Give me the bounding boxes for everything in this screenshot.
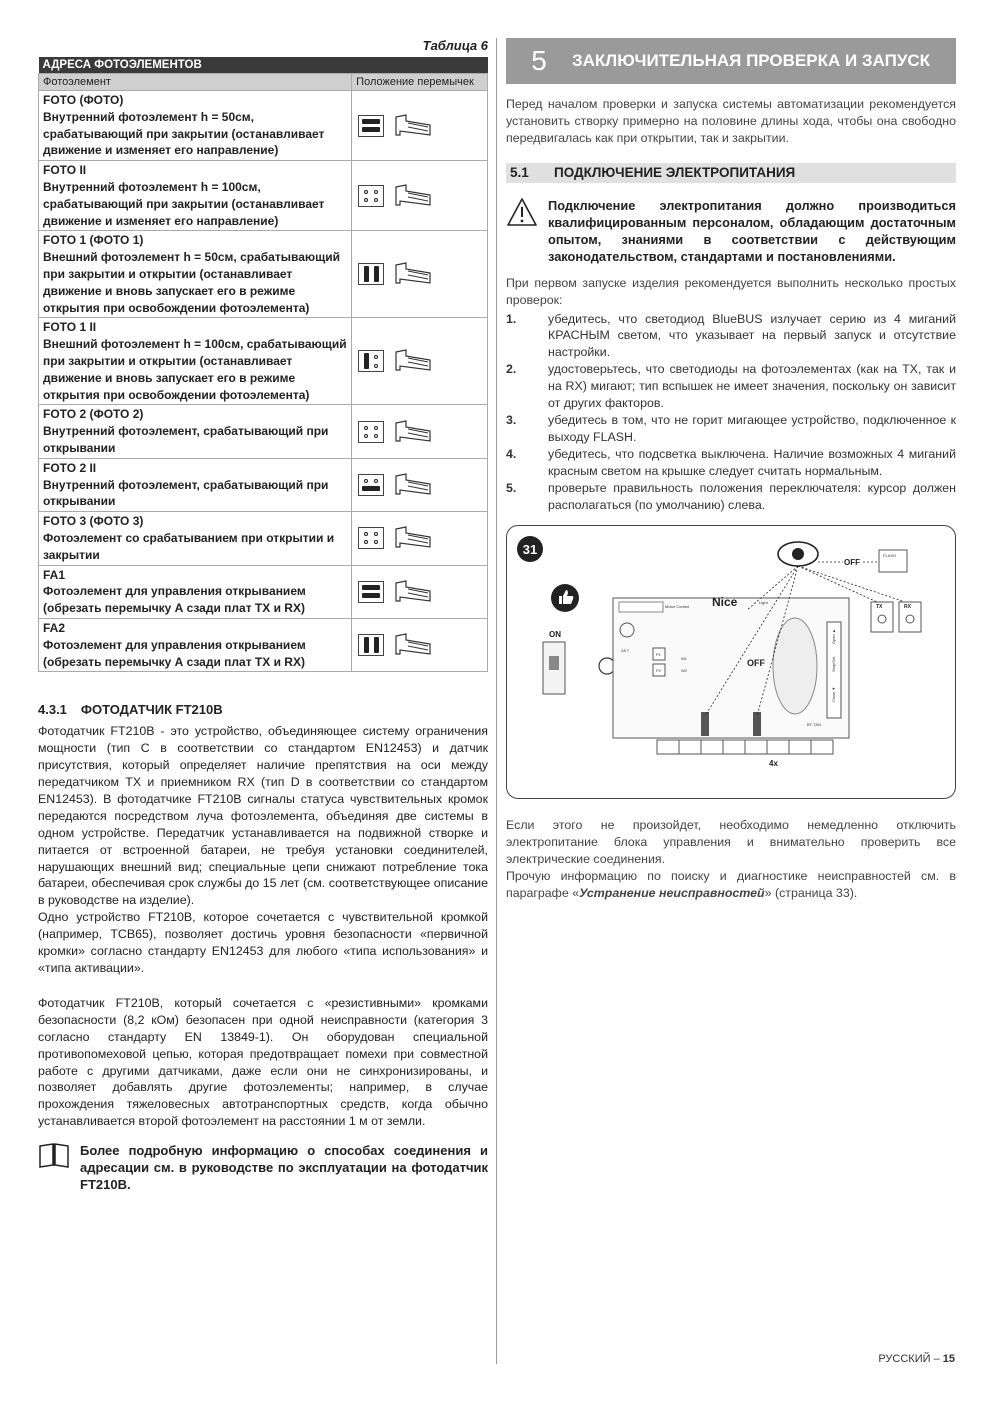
- warning-text: Подключение электропитания должно производиться квалифицированным персоналом, обладающим достаточным опытом, знаниями в соответствии с действующим законодательством, стандартами и постановлениями.: [548, 197, 956, 264]
- table-row: [39, 565, 488, 618]
- svg-text:BT-TAN: BT-TAN: [807, 722, 821, 728]
- svg-text:2A T: 2A T: [621, 648, 630, 654]
- table-body: [39, 91, 488, 672]
- photocell-name: FOTO 1 II: [43, 320, 97, 335]
- jumper-diagram: [358, 263, 384, 285]
- book-icon: [38, 1142, 70, 1193]
- section-title: ФОТОДАТЧИК FT210B: [80, 702, 223, 718]
- table-row: [39, 512, 488, 565]
- page-number: 15: [942, 1353, 955, 1365]
- jumper-diagram: [358, 474, 384, 496]
- photocell-name: FA1: [43, 567, 66, 582]
- step-text: проверьте правильность положения переключателя: курсор должен располагаться (по умолчанию) слева.: [548, 480, 956, 512]
- svg-text:Open ▲: Open ▲: [831, 629, 836, 645]
- photocell-description: Внутренний фотоэлемент h = 100см, срабатывающий при закрытии (останавливает движение и изменяет его направление): [43, 179, 325, 228]
- photocell-board-icon: [392, 523, 434, 553]
- photocell-description: Внешний фотоэлемент h = 100см, срабатывающий при закрытии и открытии (останавливает движение и вновь запускает его в режиме открытия при освобождении фотоэлемента): [43, 337, 347, 402]
- list-item: [506, 311, 956, 362]
- right-column: [506, 38, 956, 902]
- photocell-description: Внутренний фотоэлемент, срабатывающий при открывании: [43, 424, 329, 455]
- svg-text:Close ▼: Close ▼: [831, 687, 836, 703]
- left-column: [38, 38, 488, 1193]
- table-row: [39, 318, 488, 405]
- svg-text:TX: TX: [876, 604, 883, 611]
- table-row: [39, 91, 488, 161]
- off-label-board: OFF: [747, 658, 765, 669]
- photocell-name: FOTO II: [43, 163, 87, 178]
- terminal-block: [657, 740, 833, 754]
- step-number: 2.: [506, 362, 517, 377]
- list-item: [506, 480, 956, 514]
- control-board-illustration: [507, 526, 957, 800]
- photocell-name: FOTO 2 II: [43, 460, 97, 475]
- svg-text:Stop/Set: Stop/Set: [831, 657, 836, 673]
- svg-text:W2: W2: [681, 668, 687, 674]
- jumper-diagram: [358, 350, 384, 372]
- checks-lead: При первом запуске изделия рекомендуется выполнить несколько простых проверок:: [506, 275, 956, 307]
- table-row: [39, 618, 488, 671]
- svg-text:W1: W1: [681, 656, 687, 662]
- step-number: 3.: [506, 412, 517, 427]
- troubleshooting-reference: Устранение неисправностей: [579, 886, 765, 901]
- photocell-board-icon: [392, 259, 434, 289]
- jumper-diagram: [358, 527, 384, 549]
- after-paragraph-2: Прочую информацию по поиску и диагностике неисправностей см. в параграфе «Устранение неисправностей» (страница 33).: [506, 869, 956, 901]
- photocell-board-icon: [392, 181, 434, 211]
- brand-label: Nice: [712, 595, 738, 610]
- svg-text:P1: P1: [656, 652, 661, 658]
- checks-list: [506, 311, 956, 514]
- svg-text:RX: RX: [904, 604, 911, 611]
- svg-text:Motor Control: Motor Control: [665, 604, 690, 610]
- photo-address-table: [38, 57, 488, 672]
- note-text: Более подробную информацию о способах соединения и адресации см. в руководстве по эксплуатации на фотодатчик FT210B.: [80, 1143, 488, 1193]
- photocell-description: Внутренний фотоэлемент, срабатывающий при открывании: [43, 477, 329, 509]
- table-row: [39, 161, 488, 231]
- photocell-board-icon: [392, 346, 434, 376]
- photocell-board-icon: [392, 577, 434, 607]
- column-divider: [496, 38, 497, 1364]
- photocell-board-icon: [392, 417, 434, 447]
- off-label-flash: OFF: [844, 558, 860, 568]
- paragraph: Фотодатчик FT210B - это устройство, объединяющее систему ограничения мощности (тип C в соответствии со стандартом EN12453) и датчик присутствия, который определяет наличие препятствия на оси между передатчиком TX и приемником RX (тип D в соответствии со стандартом EN12453). В фотодатчике FT210B сигналы статуса чувствительных кромок передаются посредством луча фотоэлемента, объединяя две системы в одном устройстве. Передатчик устанавливается на подвижной створке и питается от встроенной батареи, не требуя установки соединителей, нарушающих внешний вид; специальные цепи снижают потребление тока батареи, обеспечивая срок службы до 15 лет (см. соответствующее описание в руководстве на изделие).: [38, 724, 488, 908]
- table-row: [39, 405, 488, 458]
- figure-31: [506, 525, 956, 799]
- photocell-name: FOTO 1 (ФОТО 1): [43, 233, 144, 248]
- warning-triangle-icon: [506, 197, 538, 265]
- photocell-board-icon: [392, 470, 434, 500]
- section-title: ПОДКЛЮЧЕНИЕ ЭЛЕКТРОПИТАНИЯ: [554, 165, 796, 181]
- section-number: 4.3.1: [38, 702, 67, 718]
- section-number: 5.1: [510, 165, 529, 181]
- photocell-board-icon: [392, 630, 434, 660]
- table-title: АДРЕСА ФОТОЭЛЕМЕНТОВ: [39, 57, 488, 74]
- manual-note: [38, 1142, 488, 1193]
- blink-count-label: 4x: [769, 759, 778, 769]
- on-label: ON: [549, 630, 561, 640]
- list-item: [506, 361, 956, 412]
- svg-text:Light: Light: [759, 600, 768, 606]
- step-number: 5.: [506, 480, 517, 495]
- paragraph: Фотодатчик FT210B, который сочетается с «резистивными» кромками безопасности (8,2 кОм) безопасен при одной неисправности (категория 3 согласно стандарту EN 13849-1). Он оборудован специальной противопомеховой цепью, которая предотвращает помехи при совместной работе с другими датчиками, даже если они не синхронизированы, и позволяет добавлять другие фотоэлементы; например, в случае прохождения тяжеловесных автотранспортных средств, когда обычно устанавливается второй фотоэлемент на расстоянии 1 м от земли.: [38, 995, 488, 1129]
- svg-text:FLASH: FLASH: [883, 553, 896, 559]
- step-number: 4.: [506, 446, 517, 461]
- chapter-title: ЗАКЛЮЧИТЕЛЬНАЯ ПРОВЕРКА И ЗАПУСК: [572, 51, 931, 70]
- photocell-name: FOTO (ФОТО): [43, 93, 124, 107]
- table-row: [39, 458, 488, 511]
- jumper-diagram: [358, 115, 384, 137]
- photocell-name: FA2: [43, 620, 66, 635]
- photocell-description: Фотоэлемент для управления открыванием (обрезать перемычку А сзади плат TX и RX): [43, 637, 306, 669]
- section-431-heading: [38, 702, 488, 717]
- chapter-5-header: [506, 38, 956, 84]
- photocell-description: Фотоэлемент со срабатыванием при открытии и закрытии: [43, 530, 335, 562]
- table-header-jumpers: Положение перемычек: [352, 74, 488, 91]
- footer-language: РУССКИЙ –: [878, 1353, 943, 1365]
- figure-number: 31: [517, 536, 543, 562]
- table-row: [39, 231, 488, 318]
- step-text: убедитесь в том, что не горит мигающее устройство, подключенное к выходу FLASH.: [548, 412, 956, 444]
- chapter-intro: Перед началом проверки и запуска системы автоматизации рекомендуется установить створку примерно на половине длины хода, чтобы она свободно передвигалась как при открытии, так и закрытии.: [506, 97, 956, 145]
- jumper-diagram: [358, 185, 384, 207]
- photocell-description: Фотоэлемент для управления открыванием (обрезать перемычку А сзади плат TX и RX): [43, 584, 306, 616]
- page-footer: [878, 1353, 955, 1365]
- after-paragraph-1: Если этого не произойдет, необходимо немедленно отключить электропитание блока управления и внимательно проверить все электрические соединения.: [506, 818, 956, 867]
- jumper-diagram: [358, 421, 384, 443]
- step-text: убедитесь, что подсветка выключена. Наличие возможных 4 миганий красным светом на крышке следует считать нормальным.: [548, 446, 956, 478]
- jumper-diagram: [358, 634, 384, 656]
- table-header-photo: Фотоэлемент: [39, 74, 352, 91]
- photocell-name: FOTO 2 (ФОТО 2): [43, 407, 144, 422]
- paragraph: Одно устройство FT210B, которое сочетается с чувствительной кромкой (например, TCB65), позволяет достичь уровня безопасности «первичной кромки» согласно стандарту EN12453 для любого «типа использования» и «типа активации».: [38, 910, 488, 975]
- chapter-number: 5: [531, 45, 547, 76]
- list-item: [506, 446, 956, 480]
- list-item: [506, 412, 956, 446]
- svg-text:P2: P2: [656, 668, 661, 674]
- photocell-description: Внешний фотоэлемент h = 50см, срабатывающий при закрытии и открытии (останавливает движение и вновь запускает его в режиме открытия при освобождении фотоэлемента): [43, 250, 340, 315]
- step-number: 1.: [506, 311, 517, 326]
- step-text: убедитесь, что светодиод BlueBUS излучает серию из 4 миганий КРАСНЫМ светом, что указывает на первый запуск и отсутствие настройки.: [548, 311, 956, 360]
- photocell-description: Внутренний фотоэлемент h = 50см, срабатывающий при закрытии (останавливает движение и изменяет его направление): [43, 109, 325, 158]
- photocell-name: FOTO 3 (ФОТО 3): [43, 514, 144, 529]
- jumper-diagram: [358, 581, 384, 603]
- photocell-board-icon: [392, 111, 434, 141]
- step-text: удостоверьтесь, что светодиоды на фотоэлементах (как на TX, так и на RX) мигают; тип вспышек не имеет значения, поскольку он зависит от других факторов.: [548, 362, 956, 411]
- table-caption: Таблица 6: [422, 38, 488, 53]
- section-51-heading: [506, 163, 956, 183]
- warning-block: [506, 197, 956, 265]
